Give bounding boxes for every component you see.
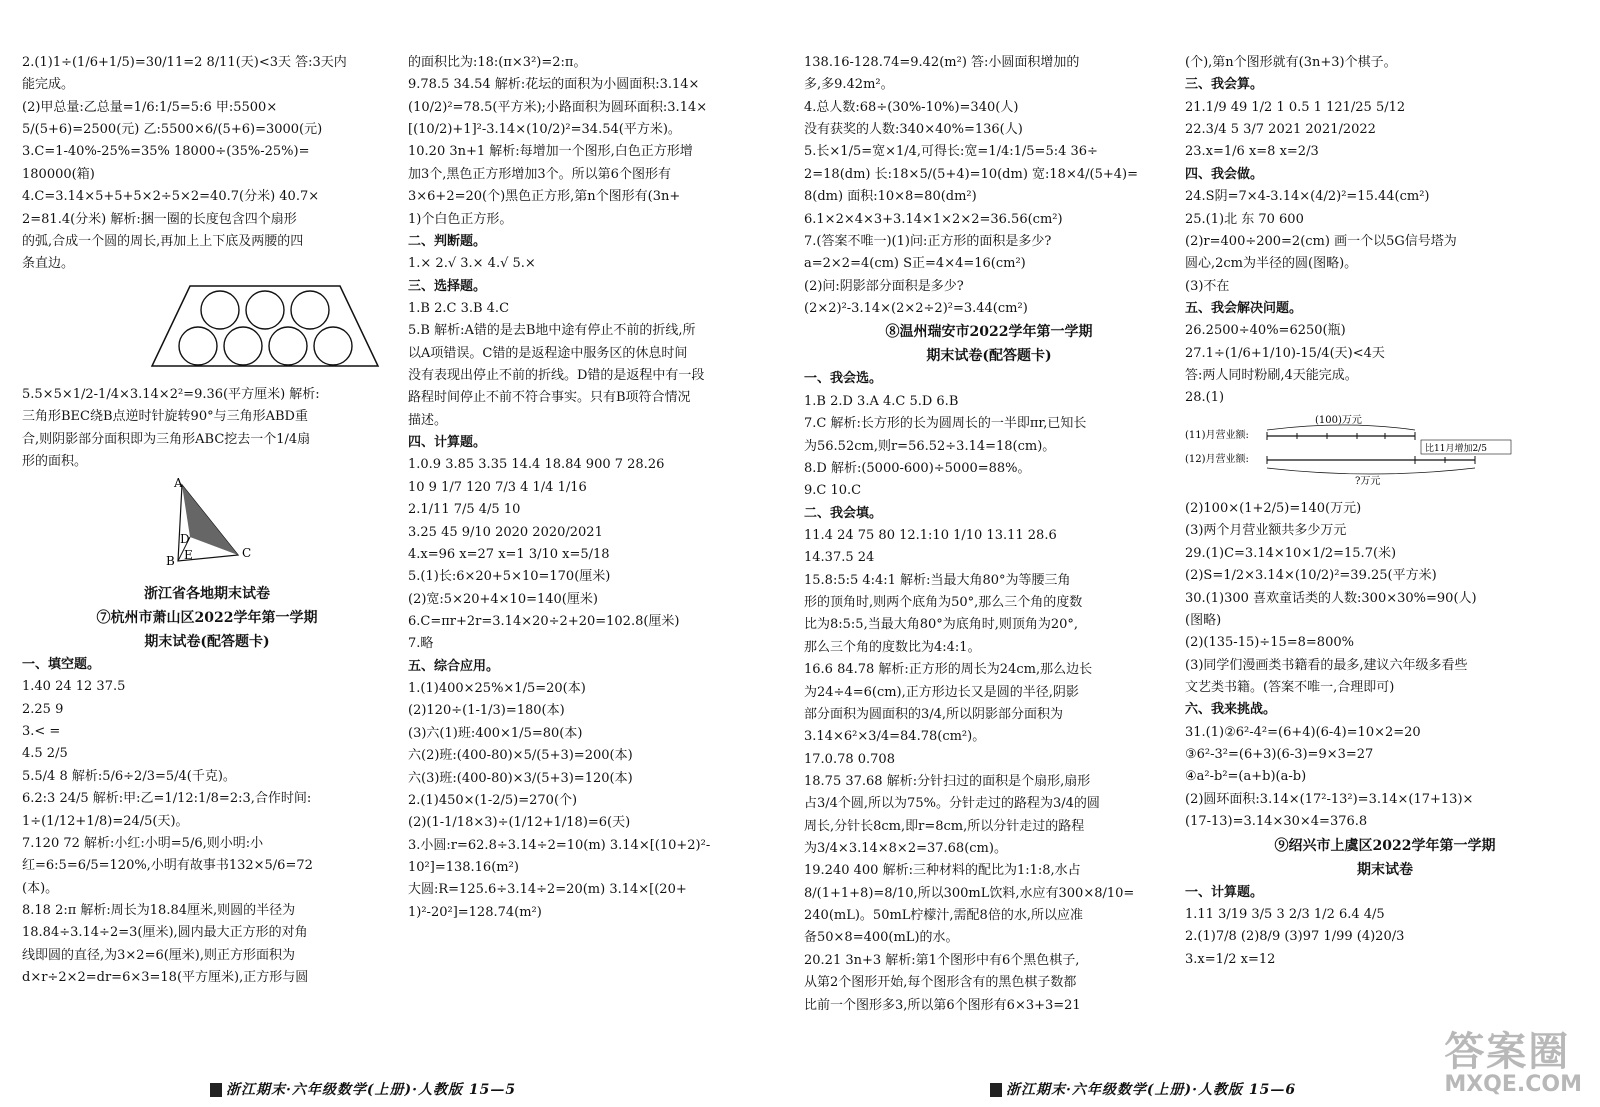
footer-left-text: 浙江期末·六年级数学(上册)·人教版 15—5 <box>226 1082 517 1098</box>
answer-line: 文艺类书籍。(答案不唯一,合理即可) <box>1185 679 1395 695</box>
answer-line: 18.75 37.68 解析:分针扫过的面积是个扇形,扇形 <box>804 773 1091 789</box>
answer-line: 圆心,2cm为半径的圆(图略)。 <box>1185 256 1358 272</box>
exam-subtitle: 期末试卷(配答题卡) <box>926 348 1052 365</box>
answer-line: 138.16-128.74=9.42(m²) 答:小圆面积增加的 <box>804 55 1080 70</box>
exam-title: ⑦杭州市萧山区2022学年第一学期 <box>96 609 318 626</box>
col4a-lines <box>1185 52 1585 410</box>
answer-line: 8/(1+1+8)=8/10,所以300mL饮料,水应有300×8/10= <box>804 885 1135 901</box>
answer-line: 15.8:5:5 4:4:1 解析:当最大角80°为等腰三角 <box>804 572 1071 588</box>
answer-line: 16.6 84.78 解析:正方形的周长为24cm,那么边长 <box>804 662 1093 678</box>
answer-line: 五、我会解决问题。 <box>1185 300 1303 316</box>
answer-line: 3.14×6²×3/4=84.78(cm²)。 <box>804 729 986 745</box>
answer-line: (2)120÷(1-1/3)=180(本) <box>408 703 565 719</box>
answer-line: (2)(135-15)÷15=8=800% <box>1185 635 1354 651</box>
answer-line: 2.1/11 7/5 4/5 10 <box>408 502 521 518</box>
answer-line: 为56.52cm,则r=56.52÷3.14=18(cm)。 <box>804 438 1056 454</box>
answer-line: 5/(5+6)=2500(元) 乙:5500×6/(5+6)=3000(元) <box>22 122 323 138</box>
answer-line: (2)宽:5×20+4×10=140(厘米) <box>408 591 598 607</box>
answer-line: 5.5×5×1/2-1/4×3.14×2²=9.36(平方厘米) 解析: <box>22 386 320 402</box>
column-2 <box>408 52 768 924</box>
answer-line: 29.(1)C=3.14×10×1/2=15.7(米) <box>1185 545 1397 561</box>
answer-line: 3.小圆:r=62.8÷3.14÷2=10(m) 3.14×[(10+2)²- <box>408 837 711 853</box>
answer-line: 六(2)班:(400-80)×5/(5+3)=200(本) <box>408 748 633 764</box>
answer-line: (2)问:阴影部分面积是多少? <box>804 278 964 294</box>
answer-line: 4.总人数:68÷(30%-10%)=340(人) <box>804 99 1019 115</box>
answer-line: 2.(1)1÷(1/6+1/5)=30/11=2 8/11(天)<3天 答:3天内 <box>22 55 347 70</box>
answer-line: 9.C 10.C <box>804 483 862 499</box>
answer-line: 28.(1) <box>1185 390 1225 406</box>
answer-line: 5.长×1/5=宽×1/4,可得长:宽=1/4:1/5=5:4 36÷ <box>804 144 1098 160</box>
col4b-lines <box>1185 498 1585 833</box>
footer-marker-icon <box>210 1083 222 1097</box>
answer-line: 2.(1)7/8 (2)8/9 (3)97 1/99 (4)20/3 <box>1185 929 1405 945</box>
answer-line: 从第2个图形开始,每个图形含有的黑色棋子数都 <box>804 975 1077 991</box>
answer-line: 17.0.78 0.708 <box>804 751 895 767</box>
footer-left <box>210 1079 516 1099</box>
answer-line: 1.× 2.√ 3.× 4.√ 5.× <box>408 256 536 272</box>
answer-line: 大圆:R=125.6÷3.14÷2=20(m) 3.14×[(20+ <box>408 882 687 898</box>
answer-line: (图略) <box>1185 612 1222 628</box>
answer-line: 8.D 解析:(5000-600)÷5000=88%。 <box>804 460 1031 476</box>
answer-line: 11.4 24 75 80 12.1:10 1/10 13.11 28.6 <box>804 527 1057 543</box>
answer-line: 31.(1)②6²-4²=(6+4)(6-4)=10×2=20 <box>1185 724 1421 740</box>
answer-line: 1÷(1/12+1/8)=24/5(天)。 <box>22 813 189 829</box>
answer-line: 20.21 3n+3 解析:第1个图形中有6个黑色棋子, <box>804 952 1080 968</box>
answer-line: 能完成。 <box>22 77 75 93</box>
col3a-lines <box>804 52 1174 320</box>
exam-title: ⑨绍兴市上虞区2022学年第一学期 <box>1274 837 1496 854</box>
answer-line: 4.5 2/5 <box>22 746 68 762</box>
answer-line: 2.25 9 <box>22 701 64 717</box>
answer-line: ④a²-b²=(a+b)(a-b) <box>1185 769 1307 785</box>
col4c-lines <box>1185 882 1585 971</box>
answer-line: 加3个,黑色正方形增加3个。所以第6个图形有 <box>408 166 671 182</box>
answer-line: (3)两个月营业额共多少万元 <box>1185 523 1347 539</box>
answer-line: 10.20 3n+1 解析:每增加一个图形,白色正方形增 <box>408 144 693 160</box>
answer-line: 三、选择题。 <box>408 278 487 294</box>
watermark <box>1444 1029 1582 1097</box>
answer-line: 24.S阴=7×4-3.14×(4/2)²=15.44(cm²) <box>1185 189 1430 205</box>
answer-line: 答:两人同时粉刷,4天能完成。 <box>1185 368 1358 384</box>
answer-line: 部分面积为圆面积的3/4,所以阴影部分面积为 <box>804 706 1064 722</box>
answer-line: 条直边。 <box>22 256 75 272</box>
answer-line: 8.18 2:π 解析:周长为18.84厘米,则圆的半径为 <box>22 902 296 918</box>
row12-label: (12)月营业额: <box>1185 453 1249 465</box>
answer-line: 27.1÷(1/6+1/10)-15/4(天)<4天 <box>1185 345 1385 361</box>
answer-line: 1)²-20²]=128.74(m²) <box>408 904 542 920</box>
answer-line: 1)个白色正方形。 <box>408 211 513 227</box>
footer-right <box>990 1079 1296 1099</box>
answer-line: 5.(1)长:6×20+5×10=170(厘米) <box>408 569 611 585</box>
answer-line: 形的顶角时,则两个底角为50°,那么三个角的度数 <box>804 595 1083 611</box>
answer-line: (3)六(1)班:400×1/5=80(本) <box>408 725 583 741</box>
col2-lines <box>408 52 768 924</box>
answer-line: (17-13)=3.14×30×4=376.8 <box>1185 814 1368 830</box>
answer-line: (2)甲总量:乙总量=1/6:1/5=5:6 甲:5500× <box>22 99 278 115</box>
answer-line: (2)圆环面积:3.14×(17²-13²)=3.14×(17+13)× <box>1185 791 1474 807</box>
answer-line: 6.2:3 24/5 解析:甲:乙=1/12:1/8=2:3,合作时间: <box>22 791 312 807</box>
answer-line: (2)S=1/2×3.14×(10/2)²=39.25(平方米) <box>1185 568 1437 584</box>
exam-subtitle: 期末试卷 <box>1357 861 1413 878</box>
answer-line: 三、我会算。 <box>1185 77 1264 93</box>
answer-line: 六、我来挑战。 <box>1185 702 1277 718</box>
answer-line: 1.(1)400×25%×1/5=20(本) <box>408 681 586 697</box>
answer-line: (2×2)²-3.14×(2×2÷2)²=3.44(cm²) <box>804 300 1028 316</box>
column-1 <box>22 52 392 989</box>
answer-line: 四、计算题。 <box>408 435 487 451</box>
diagram-bottom-label: ?万元 <box>1355 475 1381 486</box>
watermark-logo: 答案圈 <box>1444 1029 1571 1075</box>
answer-line: (2)100×(1+2/5)=140(万元) <box>1185 501 1362 517</box>
label-a: A <box>174 477 183 491</box>
answer-line: (个),第n个图形就有(3n+3)个棋子。 <box>1185 55 1397 70</box>
answer-line: 多,多9.42m²。 <box>804 77 894 93</box>
answer-line: 比前一个图形多3,所以第6个图形有6×3+3=21 <box>804 997 1081 1013</box>
answer-line: 7.120 72 解析:小红:小明=5/6,则小明:小 <box>22 835 264 851</box>
answer-line: 6.C=πr+2r=3.14×20÷2+20=102.8(厘米) <box>408 613 680 629</box>
answer-line: (2)(1-1/18×3)÷(1/12+1/18)=6(天) <box>408 815 631 831</box>
answer-line: 形的面积。 <box>22 454 88 470</box>
col1b-lines <box>22 384 392 473</box>
answer-line: 25.(1)北 东 70 600 <box>1185 211 1304 227</box>
answer-line: 7.略 <box>408 636 434 652</box>
exam-title: ⑧温州瑞安市2022学年第一学期 <box>885 324 1093 341</box>
answer-line: 路程时间停止不前不符合事实。只有B项符合情况 <box>408 390 691 406</box>
watermark-url: MXQE.COM <box>1444 1072 1582 1097</box>
column-3 <box>804 52 1174 1017</box>
answer-line: 2=81.4(分米) 解析:捆一圈的长度包含四个扇形 <box>22 211 297 227</box>
answer-line: ③6²-3²=(6+3)(6-3)=9×3=27 <box>1185 747 1374 763</box>
col1-lines <box>22 52 392 276</box>
answer-line: (2)r=400÷200=2(cm) 画一个以5G信号塔为 <box>1185 233 1457 249</box>
answer-line: 三角形BEC绕B点逆时针旋转90°与三角形ABD重 <box>22 409 308 425</box>
answer-line: 5.5/4 8 解析:5/6÷2/3=5/4(千克)。 <box>22 768 236 784</box>
diagram-top-label: (100)万元 <box>1315 414 1362 426</box>
answer-line: 以A项错误。C错的是返程途中服务区的休息时间 <box>408 345 688 361</box>
answer-line: 21.1/9 49 1/2 1 0.5 1 121/25 5/12 <box>1185 99 1406 115</box>
answer-line: 线即圆的直径,为3×2=6(厘米),则正方形面积为 <box>22 947 296 963</box>
answer-line: 1.11 3/19 3/5 3 2/3 1/2 6.4 4/5 <box>1185 907 1385 923</box>
col1c-lines <box>22 654 392 989</box>
answer-line: 30.(1)300 喜欢童话类的人数:300×30%=90(人) <box>1185 590 1477 606</box>
answer-line: 没有表现出停止不前的折线。D错的是返程中有一段 <box>408 368 705 384</box>
answer-line: 9.78.5 34.54 解析:花坛的面积为小圆面积:3.14× <box>408 77 700 93</box>
answer-line: 占3/4个圆,所以为75%。分针走过的路程为3/4的圆 <box>804 796 1100 812</box>
answer-line: 8(dm) 面积:10×8=80(dm²) <box>804 189 977 205</box>
increase-note: 比11月增加2/5 <box>1425 443 1487 454</box>
answer-line: 22.3/4 5 3/7 2021 2021/2022 <box>1185 122 1376 138</box>
answer-line: 3.C=1-40%-25%=35% 18000÷(35%-25%)= <box>22 144 310 160</box>
answer-line: 14.37.5 24 <box>804 550 875 566</box>
answer-line: 比为8:5:5,当最大角80°为底角时,则顶角为20°, <box>804 617 1079 633</box>
answer-line: (3)同学们漫画类书籍看的最多,建议六年级多看些 <box>1185 657 1468 673</box>
answer-line: 一、填空题。 <box>22 656 101 672</box>
answer-line: 红=6:5=6/5=120%,小明有故事书132×5/6=72 <box>22 858 313 874</box>
answer-line: 19.240 400 解析:三种材料的配比为1:1:8,水占 <box>804 863 1081 879</box>
answer-line: 五、综合应用。 <box>408 658 500 674</box>
answer-line: 4.C=3.14×5+5+5×2÷5×2=40.7(分米) 40.7× <box>22 189 320 205</box>
answer-line: (10/2)²=78.5(平方米);小路面积为圆环面积:3.14× <box>408 99 708 115</box>
answer-line: (本)。 <box>22 880 59 896</box>
answer-line: 18.84÷3.14÷2=3(厘米),圆内最大正方形的对角 <box>22 925 308 941</box>
answer-line: a=2×2=4(cm) S正=4×4=16(cm²) <box>804 256 1026 272</box>
answer-line: 备50×8=400(mL)的水。 <box>804 930 959 946</box>
answer-line: 240(mL)。50mL柠檬汁,需配8倍的水,所以应准 <box>804 908 1083 924</box>
answer-line: 3.x=1/2 x=12 <box>1185 951 1276 967</box>
answer-line: 3.< = <box>22 724 61 740</box>
answer-line: 4.x=96 x=27 x=1 3/10 x=5/18 <box>408 546 610 562</box>
answer-line: (3)不在 <box>1185 278 1230 294</box>
answer-line: 二、判断题。 <box>408 233 487 249</box>
answer-line: 的面积比为:18:(π×3²)=2:π。 <box>408 55 587 70</box>
answer-line: 一、我会选。 <box>804 371 883 387</box>
segment-diagram <box>1185 414 1515 486</box>
answer-line: [(10/2)+1]²-3.14×(10/2)²=34.54(平方米)。 <box>408 122 681 138</box>
answer-line: 为3/4×3.14×8×2=37.68(cm)。 <box>804 841 1007 857</box>
label-e: E <box>184 548 193 563</box>
answer-line: 的弧,合成一个圆的周长,再加上上下底及两腰的四 <box>22 233 304 249</box>
answer-line: 7.C 解析:长方形的长为圆周长的一半即πr,已知长 <box>804 416 1087 432</box>
answer-line: 合,则阴影部分面积即为三角形ABC挖去一个1/4扇 <box>22 431 311 447</box>
row11-label: (11)月营业额: <box>1185 429 1249 441</box>
answer-line: d×r÷2×2=dr=6×3=18(平方厘米),正方形与圆 <box>22 970 309 986</box>
answer-line: 7.(答案不唯一)(1)问:正方形的面积是多少? <box>804 233 1052 249</box>
answer-line: 周长,分针长8cm,即r=8cm,所以分针走过的路程 <box>804 818 1085 834</box>
answer-line: 180000(箱) <box>22 166 95 182</box>
answer-line: 2.(1)450×(1-2/5)=270(个) <box>408 792 578 808</box>
answer-line: 3×6+2=20(个)黑色正方形,第n个图形有(3n+ <box>408 189 681 205</box>
answer-line: 1.B 2.C 3.B 4.C <box>408 300 510 316</box>
circles-figure <box>150 280 380 372</box>
exam-subtitle: 期末试卷(配答题卡) <box>144 633 270 650</box>
answer-line: 一、计算题。 <box>1185 884 1264 900</box>
answer-line: 那么三个角的度数比为4:4:1。 <box>804 639 981 655</box>
triangle-figure <box>162 477 262 569</box>
footer-right-text: 浙江期末·六年级数学(上册)·人教版 15—6 <box>1006 1082 1297 1098</box>
answer-line: 没有获奖的人数:340×40%=136(人) <box>804 122 1023 138</box>
answer-line: 1.0.9 3.85 3.35 14.4 18.84 900 7 28.26 <box>408 457 665 473</box>
answer-line: 23.x=1/6 x=8 x=2/3 <box>1185 144 1319 160</box>
footer-marker-icon <box>990 1083 1002 1097</box>
label-b: B <box>166 554 175 569</box>
label-d: D <box>180 532 190 547</box>
answer-line: 六(3)班:(400-80)×3/(5+3)=120(本) <box>408 770 633 786</box>
answer-line: 10²]=138.16(m²) <box>408 859 519 875</box>
answer-line: 1.40 24 12 37.5 <box>22 679 126 695</box>
answer-line: 2=18(dm) 长:18×5/(5+4)=10(dm) 宽:18×4/(5+4)= <box>804 166 1138 182</box>
answer-line: 描述。 <box>408 412 448 428</box>
section-title: 浙江省各地期末试卷 <box>144 585 270 602</box>
answer-line: 5.B 解析:A错的是去B地中途有停止不前的折线,所 <box>408 323 696 339</box>
answer-line: 10 9 1/7 120 7/3 4 1/4 1/16 <box>408 479 587 495</box>
answer-line: 二、我会填。 <box>804 505 883 521</box>
answer-line: 为24÷4=6(cm),正方形边长又是圆的半径,阴影 <box>804 684 1079 700</box>
answer-line: 1.B 2.D 3.A 4.C 5.D 6.B <box>804 393 959 409</box>
answer-line: 四、我会做。 <box>1185 166 1264 182</box>
column-4 <box>1185 52 1585 971</box>
answer-line: 3.25 45 9/10 2020 2020/2021 <box>408 524 603 540</box>
answer-line: 26.2500÷40%=6250(瓶) <box>1185 323 1346 339</box>
label-c: C <box>242 546 252 561</box>
col3b-lines <box>804 368 1174 1016</box>
answer-line: 6.1×2×4×3+3.14×1×2×2=36.56(cm²) <box>804 211 1063 227</box>
